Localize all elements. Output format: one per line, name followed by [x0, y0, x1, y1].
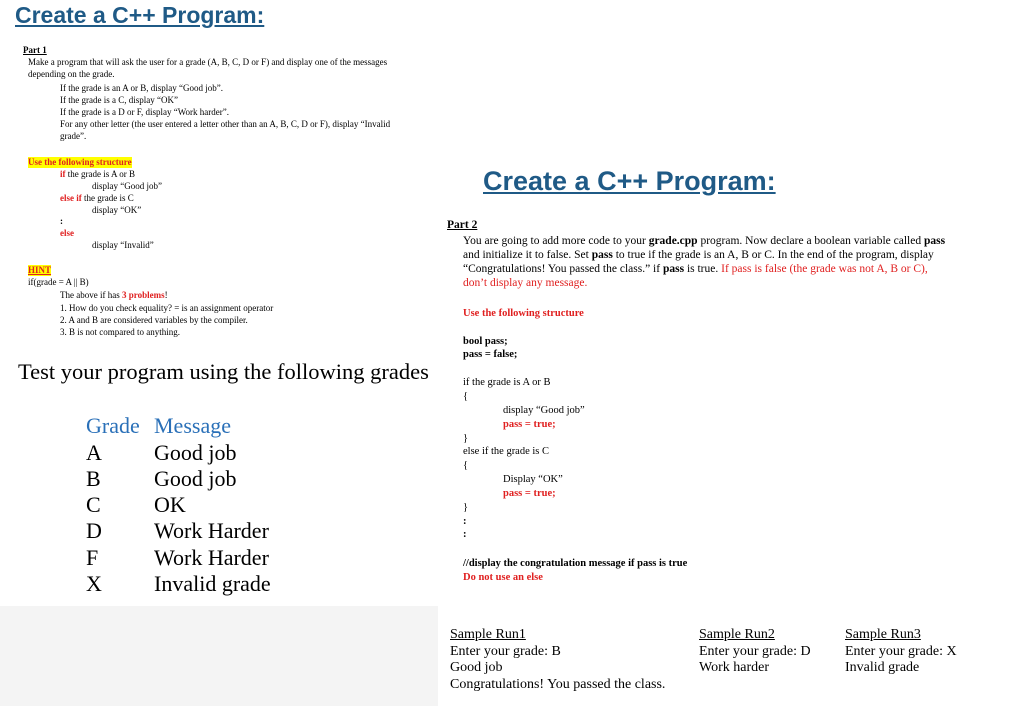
hint-problems: [60, 290, 168, 301]
table-row-grade: C: [86, 492, 101, 517]
part2-para-line4: don’t display any message.: [463, 277, 588, 289]
text: “Congratulations! You passed the class.” if: [463, 263, 663, 275]
struct-elseif: [60, 193, 134, 204]
part2-para-line2: [463, 248, 934, 262]
hint-problems-count: 3 problems: [121, 290, 165, 300]
struct-if-keyword: if: [60, 169, 66, 179]
struct-display-good: display “Good job”: [92, 181, 162, 191]
sample-run-title: Sample Run2: [699, 627, 775, 642]
struct-display-ok: display “OK”: [92, 205, 142, 215]
hint-problems-post: !: [164, 290, 168, 300]
text: You are going to add more code to your: [463, 235, 649, 247]
sample-run-line: Invalid grade: [845, 660, 920, 675]
sample-run-line: Good job: [450, 660, 503, 675]
sample-run-title: Sample Run1: [450, 627, 526, 642]
rule-ab: If the grade is an A or B, display “Good job”.: [60, 83, 223, 93]
page-title-right: Create a C++ Program:: [483, 166, 776, 196]
code-brace-open: {: [463, 460, 469, 471]
background-shade: [0, 600, 438, 706]
table-row-grade: D: [86, 518, 102, 543]
struct-colon: :: [60, 216, 63, 226]
page-title: Create a C++ Program:: [15, 2, 265, 28]
code-display-good: display “Good job”: [503, 405, 585, 416]
sample-run-title: Sample Run3: [845, 627, 921, 642]
code-elseif: else if the grade is C: [463, 446, 550, 457]
code-colon: :: [463, 529, 467, 540]
struct-display-invalid: display “Invalid”: [92, 240, 154, 250]
hint-label: HINT: [28, 265, 52, 275]
code-bool-decl: bool pass;: [463, 336, 508, 347]
part1-intro-line2: depending on the grade.: [28, 69, 115, 79]
filename: grade.cpp: [648, 235, 698, 247]
part1-panel: [0, 0, 438, 606]
structure-label: Use the following structure: [28, 157, 132, 167]
table-row-grade: A: [86, 440, 102, 465]
part2-para-line1: [463, 234, 945, 248]
text: to true if the grade is an A, B or C. In the end of the program, display: [612, 249, 934, 261]
sample-run-line: Enter your grade: B: [450, 643, 561, 659]
table-row-grade: B: [86, 466, 101, 491]
struct-elseif-cond: the grade is C: [81, 193, 134, 203]
rule-other-line2: grade”.: [60, 131, 87, 141]
part1-heading: Part 1: [23, 45, 47, 55]
table-row-message: Good job: [154, 440, 237, 465]
table-row-message: Good job: [154, 466, 237, 491]
code-colon: :: [463, 516, 467, 527]
table-row-grade: F: [86, 545, 99, 570]
part1-intro-line1: Make a program that will ask the user for a grade (A, B, C, D or F) and display one of the messages: [28, 57, 388, 67]
var-name: pass: [591, 249, 613, 261]
code-display-ok: Display “OK”: [503, 474, 563, 485]
sample-run-line: Enter your grade: D: [699, 643, 811, 659]
part2-heading: Part 2: [447, 219, 478, 231]
hint-item-2: 2. A and B are considered variables by the compiler.: [60, 315, 248, 325]
sample-run-1: [450, 627, 665, 693]
table-row-message: Work Harder: [154, 545, 269, 570]
table-header-grade: Grade: [86, 413, 140, 438]
var-name: pass: [662, 263, 685, 275]
code-brace-close: }: [463, 502, 469, 513]
sample-run-line: Enter your grade: X: [845, 643, 957, 659]
struct-elseif-keyword: else if: [60, 193, 82, 203]
rule-c: If the grade is a C, display “OK”: [60, 95, 178, 105]
table-header-message: Message: [154, 413, 231, 438]
code-no-else: Do not use an else: [463, 572, 543, 583]
table-row-grade: X: [86, 571, 102, 596]
code-if: if the grade is A or B: [463, 377, 551, 388]
code-pass-true: pass = true;: [503, 488, 556, 499]
part2-para-line3: [463, 262, 928, 276]
sample-run-2: [699, 627, 811, 677]
table-row-message: OK: [154, 492, 186, 517]
sample-run-line: Congratulations! You passed the class.: [450, 676, 666, 692]
sample-run-line: Work harder: [699, 660, 770, 675]
struct-if-cond: the grade is A or B: [65, 169, 135, 179]
hint-code: if(grade = A || B): [28, 277, 89, 287]
text: and initialize it to false. Set: [463, 249, 592, 261]
code-pass-true: pass = true;: [503, 419, 556, 430]
hint-item-1: 1. How do you check equality? = is an assignment operator: [60, 303, 274, 313]
test-heading: Test your program using the following grades: [18, 359, 429, 384]
rule-df: If the grade is a D or F, display “Work harder”.: [60, 107, 229, 117]
hint-problems-pre: The above if has: [60, 290, 122, 300]
code-brace-close: }: [463, 433, 469, 444]
code-pass-false: pass = false;: [463, 349, 518, 360]
struct-if: [60, 169, 135, 180]
text: is true.: [684, 263, 722, 275]
table-row-message: Invalid grade: [154, 571, 271, 596]
warning-text: If pass is false (the grade was not A, B or C),: [721, 263, 928, 275]
text: program. Now declare a boolean variable called: [697, 235, 924, 247]
var-name: pass: [923, 235, 946, 247]
code-comment: //display the congratulation message if pass is true: [463, 558, 688, 569]
code-brace-open: {: [463, 391, 469, 402]
structure-label-right: Use the following structure: [463, 308, 584, 319]
sample-run-3: [845, 627, 957, 677]
rule-other-line1: For any other letter (the user entered a letter other than an A, B, C, D or F), display “Invalid: [60, 119, 391, 129]
table-row-message: Work Harder: [154, 518, 269, 543]
struct-else: else: [60, 228, 74, 238]
part2-panel: [438, 0, 1024, 706]
hint-item-3: 3. B is not compared to anything.: [60, 327, 180, 337]
